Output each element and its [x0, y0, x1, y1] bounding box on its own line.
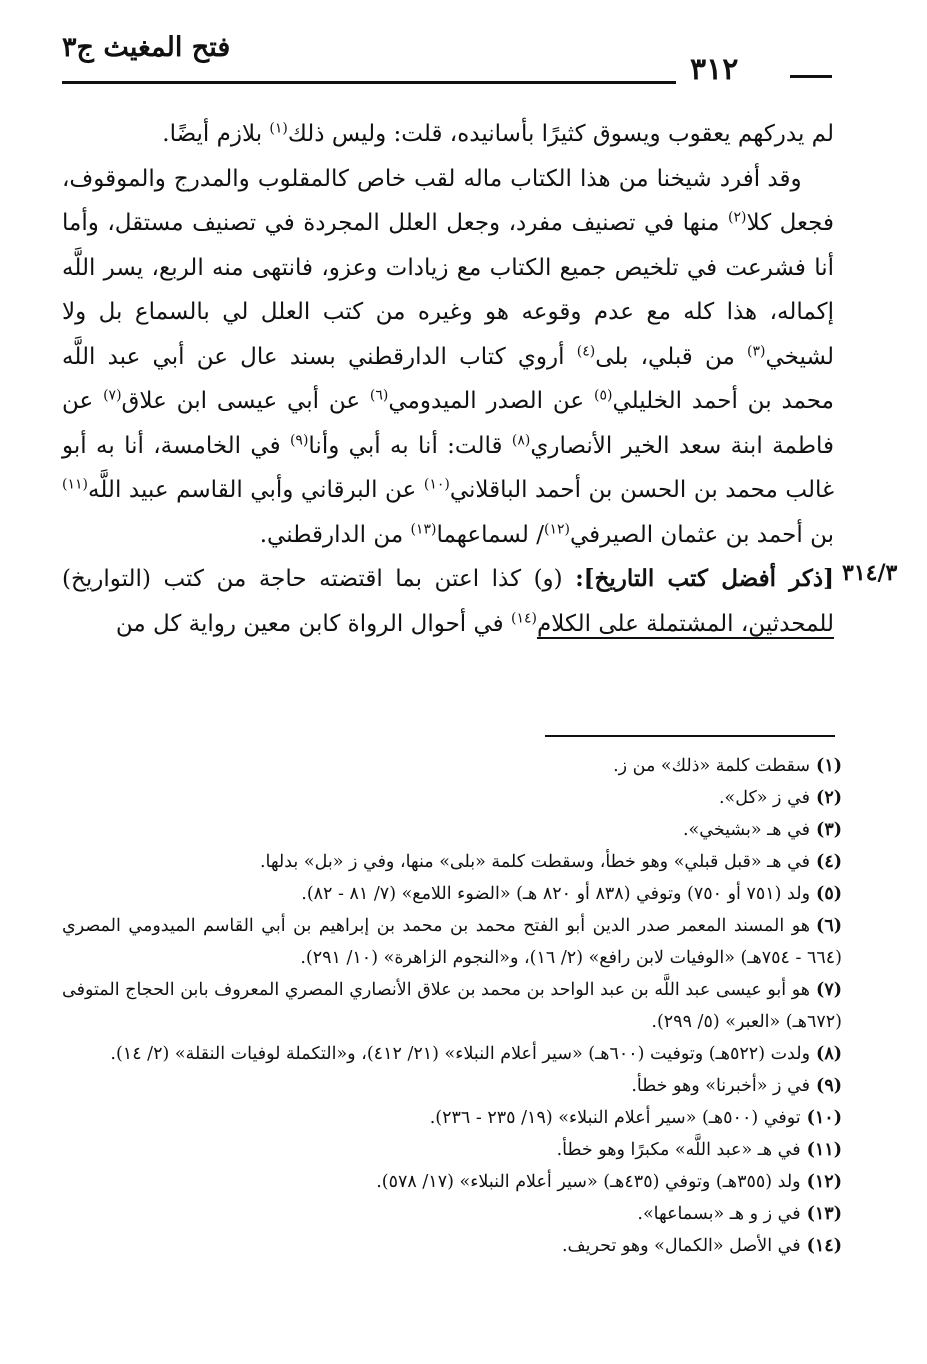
header-rule-short: [790, 75, 832, 78]
footnote-text: في هـ «بشيخي».: [682, 820, 811, 840]
footnote: [62, 846, 842, 878]
footnote: [62, 782, 842, 814]
footnote-number: (١١): [806, 1140, 842, 1160]
text-run: في أحوال الرواة كابن معين رواية كل من: [115, 610, 511, 637]
footnote-text: ولدت (٥٢٢هـ) وتوفيت (٦٠٠هـ) «سير أعلام النبلاء» (٢١/ ٤١٢)، و«التكملة لوفيات النقلة» (٢/ ١٤).: [110, 1044, 811, 1064]
footnote-ref[interactable]: (٨): [511, 431, 531, 448]
footnote-text: في هـ «قبل قبلي» وهو خطأ، وسقطت كلمة «بلى» منها، وفي ز «بل» بدلها.: [259, 852, 811, 872]
text-run: قالت: أنا به أبي وأنا: [308, 432, 512, 459]
footnote: [62, 814, 842, 846]
text-run: في الخامسة، أنا به أبو غالب محمد بن الحسن بن أحمد الباقلاني: [62, 432, 834, 503]
footnote-text: في ز «أخبرنا» وهو خطأ.: [631, 1076, 811, 1096]
footnote: [62, 1198, 842, 1230]
footnote-text: في ز «كل».: [718, 788, 811, 808]
text-run: عن أبي عيسى ابن علاق: [121, 388, 370, 414]
footnotes: [62, 750, 842, 1262]
footnote-text: ولد (٣٥٥هـ) وتوفي (٤٣٥هـ) «سير أعلام النبلاء» (١٧/ ٥٧٨).: [376, 1172, 801, 1192]
text-run: منها في تصنيف مفرد، وجعل العلل المجردة في تصنيف مستقل، وأما أنا فشرعت في تلخيص جميع الكتاب مع زيادات وعزو، فانتهى منه الربع، يسر اللَّه إكماله، هذا كله مع عدم وقوعه هو وغيره من كتب العلل لي بالسماع بل ولا لشيخي: [62, 210, 834, 370]
section-heading: [ذكر أفضل كتب التاريخ]:: [575, 565, 834, 592]
footnote-number: (٤): [816, 852, 842, 872]
page-number: ٣١٢: [690, 52, 739, 87]
footnote-number: (٧): [816, 980, 842, 1000]
text-run: أروي كتاب الدارقطني بسند عال عن أبي عبد اللَّه محمد بن أحمد الخليلي: [62, 343, 834, 414]
footnote-ref[interactable]: (٤): [576, 342, 596, 359]
text-run: وقد أفرد شيخنا من هذا الكتاب ماله لقب خاص كالمقلوب والمدرج والموقوف، فجعل كلا: [62, 165, 834, 236]
main-text: [62, 112, 834, 646]
footnote-ref[interactable]: (١): [269, 120, 288, 137]
footnote-text: ولد (٧٥١ أو ٧٥٠) وتوفي (٨٣٨ أو ٨٢٠ هـ) «الضوء اللامع» (٧/ ٨١ - ٨٢).: [301, 884, 811, 904]
footnote-number: (١٣): [806, 1204, 842, 1224]
footnote-number: (٦): [816, 916, 842, 936]
footnote: [62, 1102, 842, 1134]
footnote-ref[interactable]: (٣): [747, 342, 766, 359]
footnote-number: (٥): [816, 884, 842, 904]
footnote-number: (١٠): [806, 1108, 842, 1128]
footnote-text: هو المسند المعمر صدر الدين أبو الفتح محمد بن محمد بن إبراهيم بن أبي القاسم الميدومي المصري (٦٦٤ - ٧٥٤هـ) «الوفيات لابن رافع» (٢/ ١٦)، و«النجوم الزاهرة» (١٠/ ٢٩١).: [62, 916, 842, 968]
footnote-number: (١٤): [806, 1236, 842, 1256]
paragraph-2: [62, 157, 834, 558]
footnote-text: في هـ «عبد اللَّه» مكبرًا وهو خطأ.: [556, 1140, 801, 1160]
text-run: بلازم أيضًا.: [162, 121, 270, 147]
footnote-text: في ز و هـ «بسماعها».: [637, 1204, 801, 1224]
footnote-text: سقطت كلمة «ذلك» من ز.: [613, 756, 811, 776]
text-run: عن فاطمة ابنة سعد الخير الأنصاري: [62, 388, 834, 459]
footnote-ref[interactable]: (١٠): [423, 476, 450, 493]
footnote-number: (٢): [816, 788, 842, 808]
footnote-ref[interactable]: (١٣): [410, 520, 437, 537]
header-rule: [62, 81, 676, 84]
footnote-number: (١): [816, 756, 842, 776]
footnote-ref[interactable]: (١٢): [543, 520, 570, 537]
footnote: [62, 1134, 842, 1166]
footnote: [62, 1230, 842, 1262]
underlined-text: للمحدثين، المشتملة على الكلام: [536, 610, 834, 637]
footnote: [62, 750, 842, 782]
footnote: [62, 878, 842, 910]
text-run: من الدارقطني.: [259, 521, 411, 548]
footnote: [62, 1070, 842, 1102]
text-run: لم يدركهم يعقوب ويسوق كثيرًا بأسانيده، قلت: وليس ذلك: [287, 121, 834, 147]
footnote-ref[interactable]: (٦): [369, 387, 389, 404]
footnote: [62, 974, 842, 1038]
footnote-number: (٩): [816, 1076, 842, 1096]
footnote-ref[interactable]: (٢): [728, 209, 747, 226]
margin-page-reference: ٣١٤/٣: [842, 560, 898, 586]
footnote-number: (٨): [816, 1044, 842, 1064]
text-run: بن أحمد بن عثمان الصيرفي: [569, 521, 834, 548]
footnote-text: في الأصل «الكمال» وهو تحريف.: [561, 1236, 801, 1256]
footnote-separator: [545, 735, 835, 737]
footnote-ref[interactable]: (٩): [289, 431, 309, 448]
footnote-number: (١٢): [806, 1172, 842, 1192]
paragraph-1: [62, 112, 834, 157]
footnote-number: (٣): [816, 820, 842, 840]
footnote-text: هو أبو عيسى عبد اللَّه بن عبد الواحد بن محمد بن علاق الأنصاري المصري المعروف بابن الحجاج المتوفى (٦٧٢هـ) «العبر» (٥/ ٢٩٩).: [62, 980, 842, 1032]
paragraph-3: [62, 557, 834, 646]
footnote-text: توفي (٥٠٠هـ) «سير أعلام النبلاء» (١٩/ ٢٣٥ - ٢٣٦).: [429, 1108, 801, 1128]
footnote: [62, 910, 842, 974]
text-run: من قبلي، بلى: [595, 343, 748, 370]
text-run: / لسماعهما: [436, 521, 544, 548]
footnote-ref[interactable]: (٥): [593, 387, 613, 404]
text-run: عن البرقاني وأبي القاسم عبيد اللَّه: [87, 477, 424, 503]
footnote-ref[interactable]: (١٤): [511, 609, 537, 626]
footnote-ref[interactable]: (١١): [62, 476, 88, 493]
text-run: (و) كذا اعتن بما اقتضته حاجة من كتب (التواريخ): [62, 566, 576, 592]
running-title: فتح المغيث ج٣: [62, 32, 231, 63]
footnote-ref[interactable]: (٧): [103, 387, 122, 404]
text-run: عن الصدر الميدومي: [388, 388, 594, 414]
footnote: [62, 1038, 842, 1070]
footnote: [62, 1166, 842, 1198]
